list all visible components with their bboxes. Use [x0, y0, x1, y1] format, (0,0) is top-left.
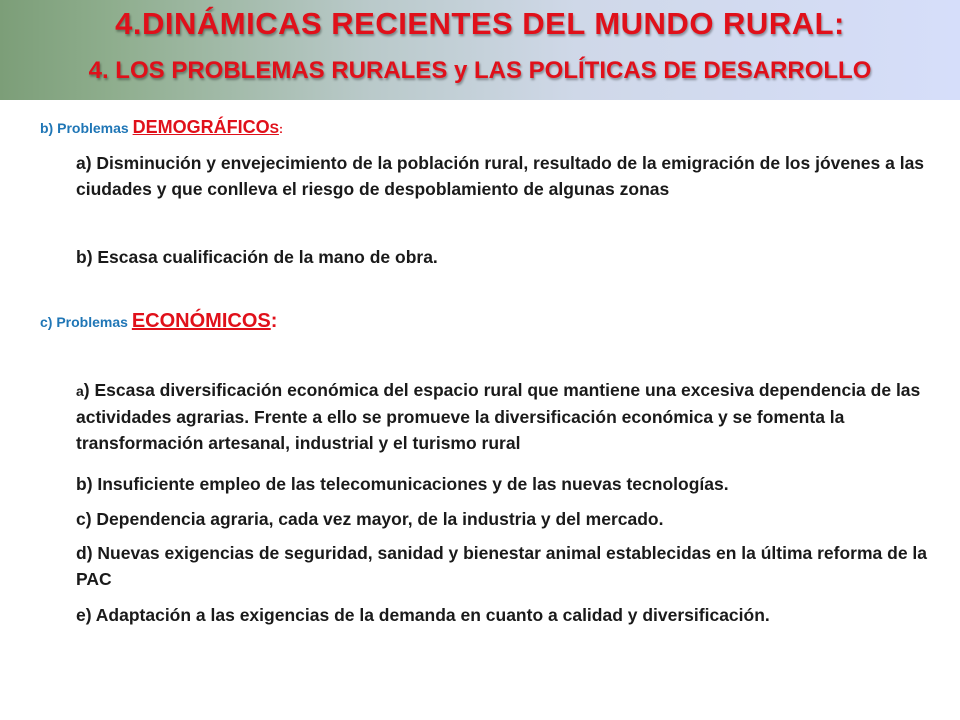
- economicos-item-e: e) Adaptación a las exigencias de la demanda en cuanto a calidad y diversificación.: [76, 605, 770, 625]
- section-prefix: b) Problemas: [40, 120, 133, 136]
- economicos-item-d: d) Nuevas exigencias de seguridad, sanidad y bienestar animal establecidas en la última reforma de la PAC: [76, 543, 928, 589]
- slide-subtitle: 4. LOS PROBLEMAS RURALES y LAS POLÍTICAS DE DESARROLLO: [88, 57, 872, 84]
- section-prefix: c) Problemas: [40, 314, 132, 330]
- economicos-item-c: c) Dependencia agraria, cada vez mayor, de la industria y del mercado.: [76, 509, 664, 529]
- section-economicos-heading: [40, 310, 277, 333]
- economicos-item-a: a) Escasa diversificación económica del espacio rural que mantiene una excesiva dependencia de las actividades agrarias. Frente a ello se promueve la diversificación económica y se fomenta la transformación artesanal, industrial y el turismo rural: [76, 380, 921, 453]
- section-keyword: DEMOGRÁFICOS: [132, 117, 279, 137]
- demograficos-item-a: a) Disminución y envejecimiento de la población rural, resultado de la emigración de los jóvenes a las ciudades y que conlleva el riesgo de despoblamiento de algunas zonas: [76, 153, 925, 199]
- demograficos-item-b: b) Escasa cualificación de la mano de obra.: [76, 247, 438, 267]
- section-demograficos-heading: [40, 117, 283, 138]
- economicos-item-b: b) Insuficiente empleo de las telecomunicaciones y de las nuevas tecnologías.: [76, 474, 729, 494]
- slide-title: 4.DINÁMICAS RECIENTES DEL MUNDO RURAL:: [115, 6, 845, 41]
- section-keyword: ECONÓMICOS: [131, 310, 271, 332]
- section-colon: :: [278, 122, 283, 136]
- section-colon: :: [270, 310, 278, 332]
